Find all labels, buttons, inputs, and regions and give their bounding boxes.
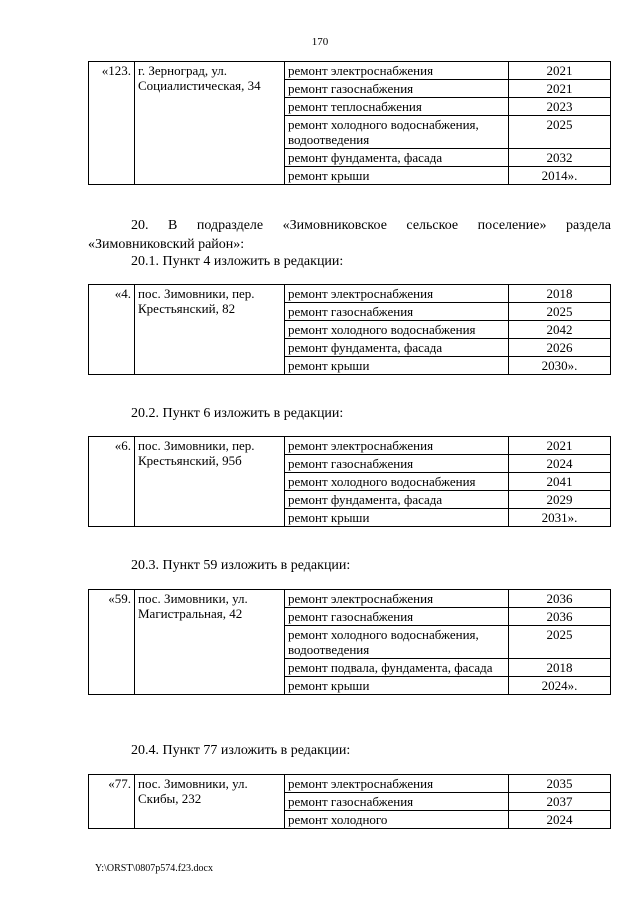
year-cell: 2024 bbox=[509, 811, 611, 829]
work-cell: ремонт электроснабжения bbox=[285, 590, 509, 608]
work-cell: ремонт крыши bbox=[285, 357, 509, 375]
year-cell: 2042 bbox=[509, 321, 611, 339]
year-cell: 2024 bbox=[509, 455, 611, 473]
work-cell: ремонт газоснабжения bbox=[285, 455, 509, 473]
year-cell: 2024». bbox=[509, 677, 611, 695]
item-number: «59. bbox=[89, 590, 135, 695]
work-cell: ремонт холодного bbox=[285, 811, 509, 829]
year-cell: 2023 bbox=[509, 98, 611, 116]
table-item-59 bbox=[88, 589, 611, 695]
work-cell: ремонт фундамента, фасада bbox=[285, 339, 509, 357]
year-cell: 2036 bbox=[509, 608, 611, 626]
year-cell: 2025 bbox=[509, 116, 611, 149]
year-cell: 2037 bbox=[509, 793, 611, 811]
table-row bbox=[89, 590, 611, 608]
year-cell: 2014». bbox=[509, 167, 611, 185]
work-cell: ремонт фундамента, фасада bbox=[285, 149, 509, 167]
work-cell: ремонт газоснабжения bbox=[285, 608, 509, 626]
paragraph-20-4: 20.4. Пункт 77 изложить в редакции: bbox=[131, 743, 351, 758]
year-cell: 2021 bbox=[509, 437, 611, 455]
year-cell: 2041 bbox=[509, 473, 611, 491]
table-row bbox=[89, 285, 611, 303]
work-cell: ремонт холодного водоснабжения bbox=[285, 321, 509, 339]
year-cell: 2021 bbox=[509, 80, 611, 98]
work-cell: ремонт теплоснабжения bbox=[285, 98, 509, 116]
year-cell: 2018 bbox=[509, 285, 611, 303]
year-cell: 2025 bbox=[509, 626, 611, 659]
year-cell: 2032 bbox=[509, 149, 611, 167]
table-row bbox=[89, 775, 611, 793]
table-item-123 bbox=[88, 61, 611, 185]
work-cell: ремонт электроснабжения bbox=[285, 775, 509, 793]
work-cell: ремонт газоснабжения bbox=[285, 793, 509, 811]
table-row bbox=[89, 62, 611, 80]
work-cell: ремонт холодного водоснабжения bbox=[285, 473, 509, 491]
item-number: «4. bbox=[89, 285, 135, 375]
work-cell: ремонт фундамента, фасада bbox=[285, 491, 509, 509]
table-item-6 bbox=[88, 436, 611, 527]
file-path-footer: Y:\ORST\0807p574.f23.docx bbox=[95, 863, 213, 874]
work-cell: ремонт электроснабжения bbox=[285, 437, 509, 455]
paragraph-20-3: 20.3. Пункт 59 изложить в редакции: bbox=[131, 558, 351, 573]
paragraph-20-1: 20.1. Пункт 4 изложить в редакции: bbox=[131, 254, 344, 269]
work-cell: ремонт электроснабжения bbox=[285, 285, 509, 303]
item-number: «77. bbox=[89, 775, 135, 829]
year-cell: 2021 bbox=[509, 62, 611, 80]
item-address: пос. Зимовники, ул. Магистральная, 42 bbox=[135, 590, 285, 695]
paragraph-20-line1: 20. В подразделе «Зимовниковское сельское поселение» раздела bbox=[131, 218, 611, 233]
work-cell: ремонт газоснабжения bbox=[285, 80, 509, 98]
work-cell: ремонт газоснабжения bbox=[285, 303, 509, 321]
work-cell: ремонт крыши bbox=[285, 167, 509, 185]
item-address: г. Зерноград, ул. Социалистическая, 34 bbox=[135, 62, 285, 185]
item-address: пос. Зимовники, пер. Крестьянский, 95б bbox=[135, 437, 285, 527]
paragraph-20-2: 20.2. Пункт 6 изложить в редакции: bbox=[131, 406, 344, 421]
work-cell: ремонт крыши bbox=[285, 509, 509, 527]
year-cell: 2035 bbox=[509, 775, 611, 793]
work-cell: ремонт подвала, фундамента, фасада bbox=[285, 659, 509, 677]
table-item-77 bbox=[88, 774, 611, 829]
work-cell: ремонт электроснабжения bbox=[285, 62, 509, 80]
year-cell: 2036 bbox=[509, 590, 611, 608]
year-cell: 2029 bbox=[509, 491, 611, 509]
work-cell: ремонт холодного водоснабжения, водоотведения bbox=[285, 116, 509, 149]
item-address: пос. Зимовники, ул. Скибы, 232 bbox=[135, 775, 285, 829]
item-address: пос. Зимовники, пер. Крестьянский, 82 bbox=[135, 285, 285, 375]
table-row bbox=[89, 437, 611, 455]
year-cell: 2031». bbox=[509, 509, 611, 527]
paragraph-20-line2: «Зимовниковский район»: bbox=[88, 237, 245, 252]
page-number: 170 bbox=[311, 36, 329, 48]
table-item-4 bbox=[88, 284, 611, 375]
item-number: «6. bbox=[89, 437, 135, 527]
year-cell: 2030». bbox=[509, 357, 611, 375]
year-cell: 2018 bbox=[509, 659, 611, 677]
work-cell: ремонт крыши bbox=[285, 677, 509, 695]
item-number: «123. bbox=[89, 62, 135, 185]
work-cell: ремонт холодного водоснабжения, водоотведения bbox=[285, 626, 509, 659]
year-cell: 2026 bbox=[509, 339, 611, 357]
year-cell: 2025 bbox=[509, 303, 611, 321]
